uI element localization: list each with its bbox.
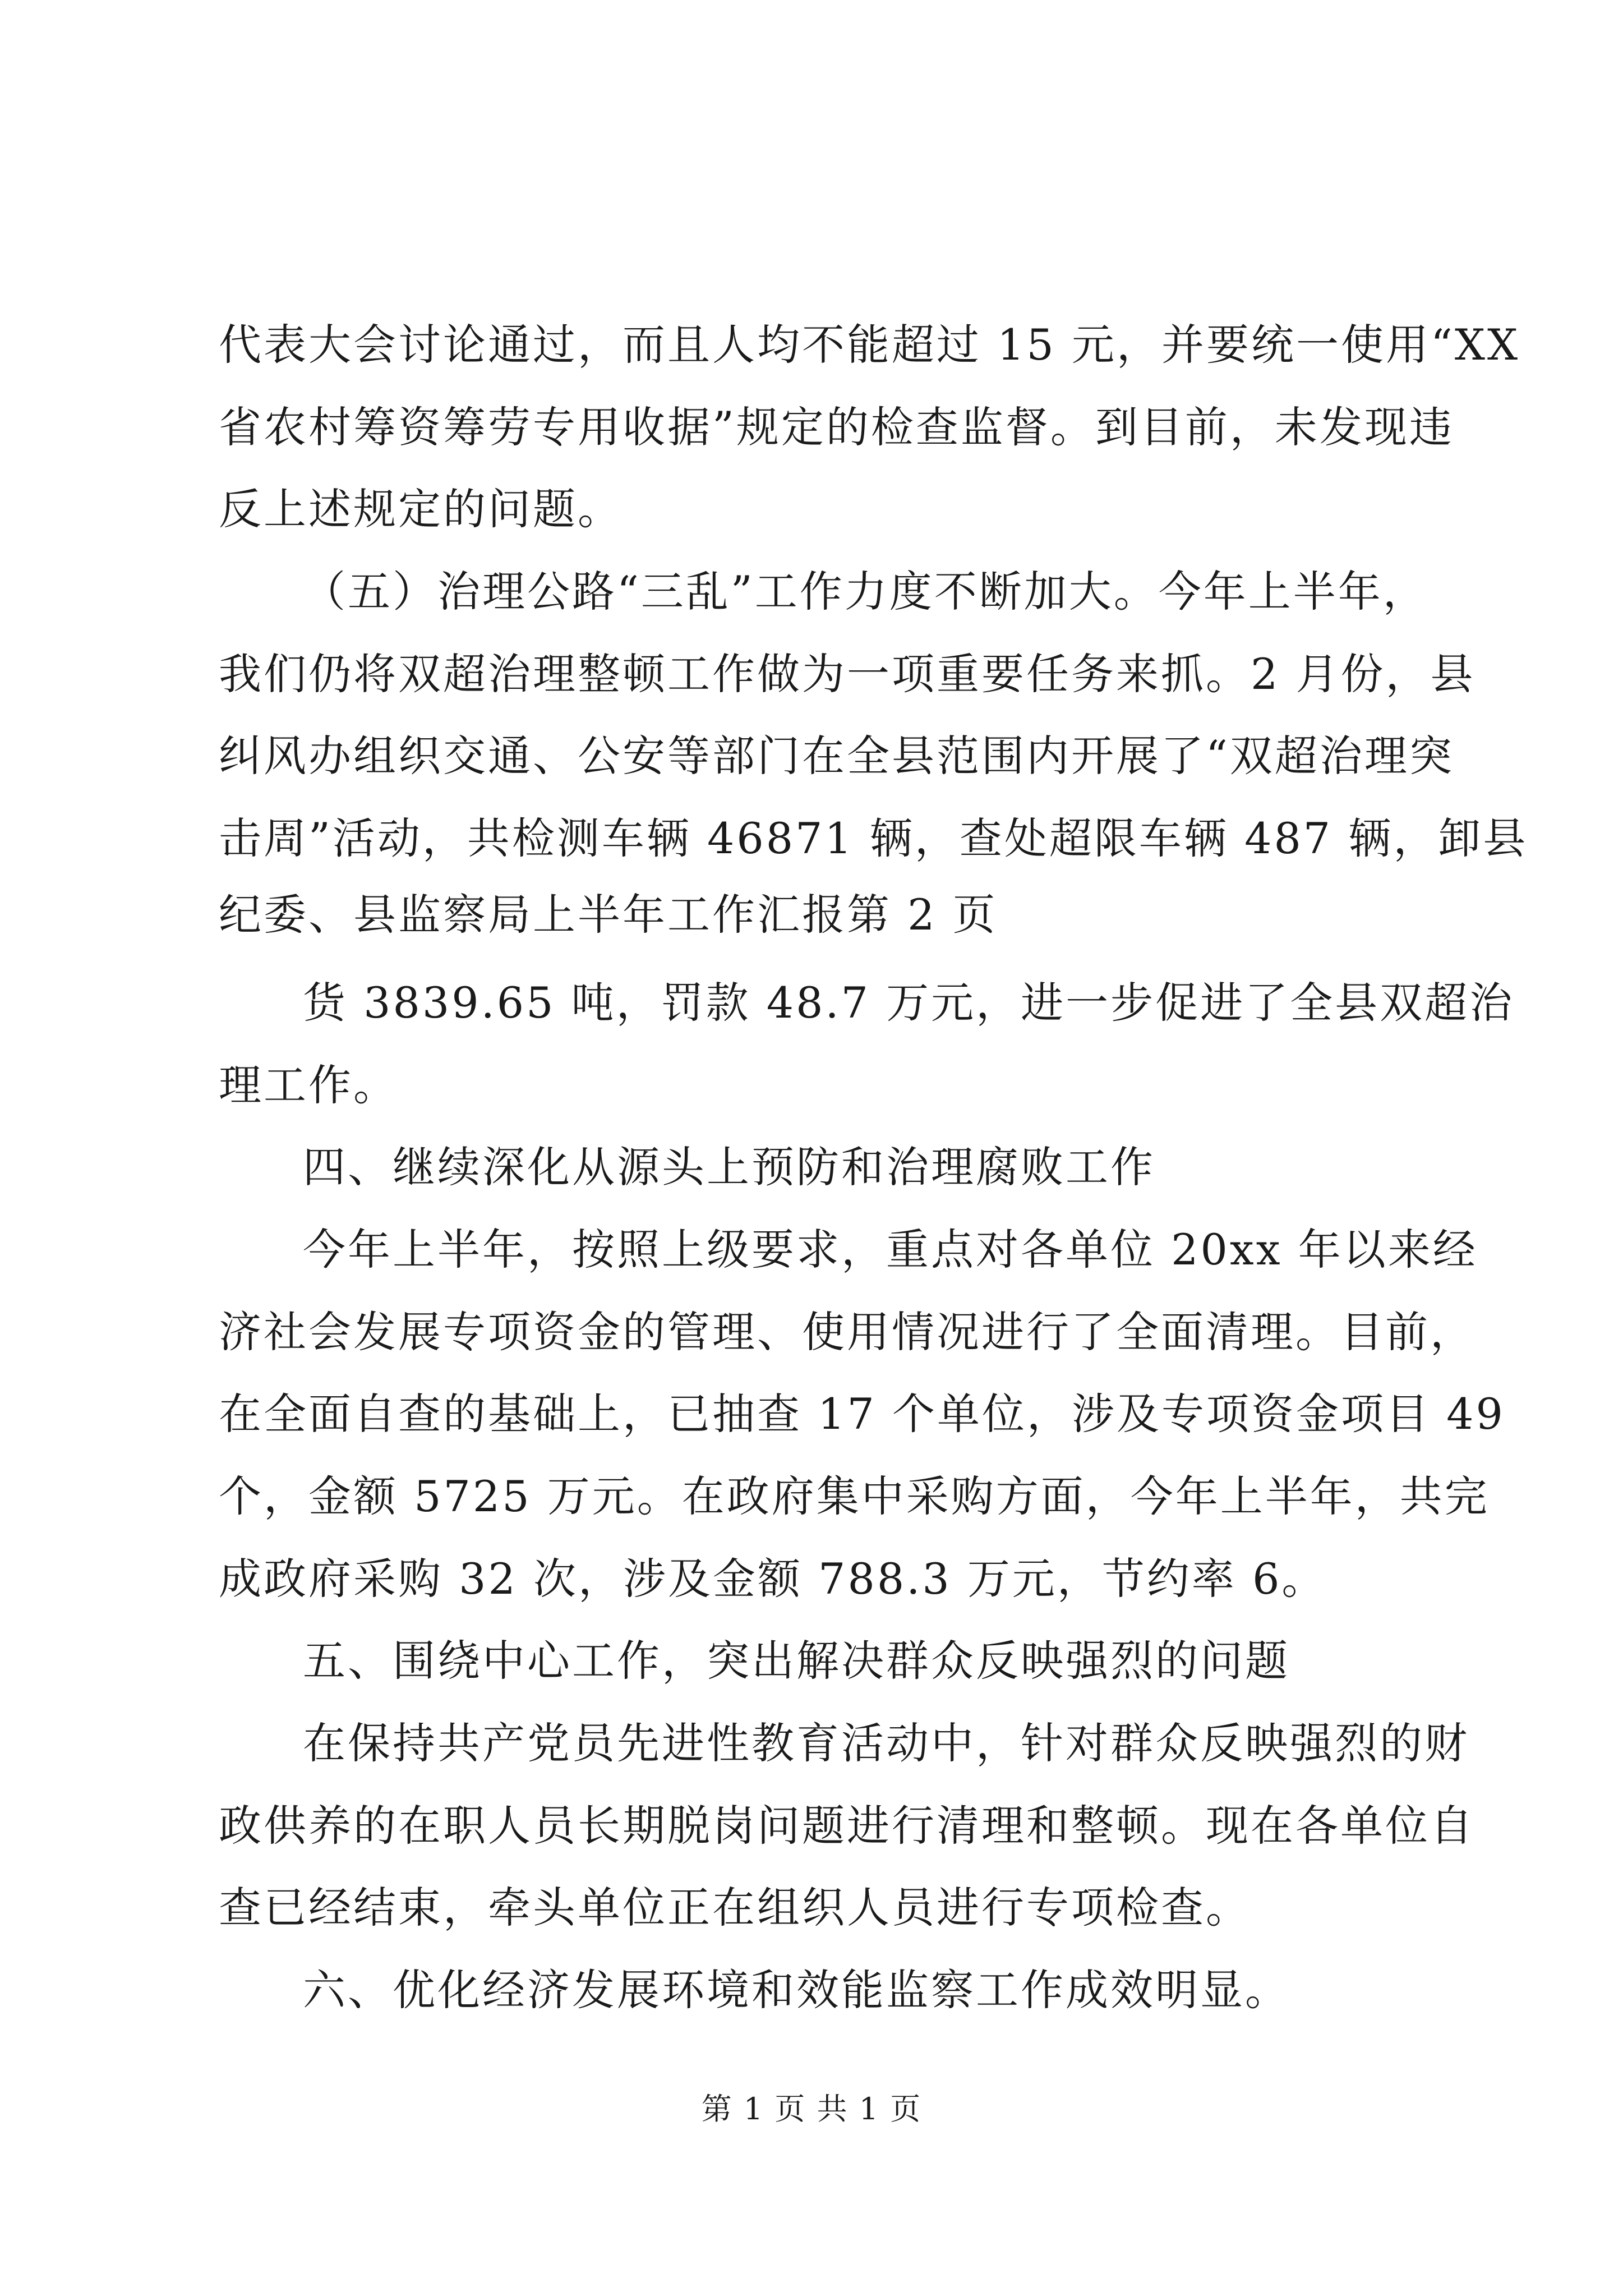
text-line: 成政府采购 32 次，涉及金额 788.3 万元，节约率 6。 <box>219 1554 1327 1604</box>
section-heading: 四、继续深化从源头上预防和治理腐败工作 <box>303 1142 1155 1192</box>
text-line: 在全面自查的基础上，已抽查 17 个单位，涉及专项资金项目 49 <box>219 1389 1505 1439</box>
text-line: 理工作。 <box>219 1060 398 1110</box>
text-line: 代表大会讨论通过，而且人均不能超过 15 元，并要统一使用“XX <box>219 320 1520 370</box>
text-line: 纠风办组织交通、公安等部门在全县范围内开展了“双超治理突 <box>219 731 1454 781</box>
text-line: 查已经结束，牵头单位正在组织人员进行专项检查。 <box>219 1883 1251 1932</box>
text-line: 省农村筹资筹劳专用收据”规定的检查监督。到目前，未发现违 <box>219 402 1454 452</box>
text-line: 在保持共产党员先进性教育活动中，针对群众反映强烈的财 <box>303 1718 1469 1768</box>
text-line: 济社会发展专项资金的管理、使用情况进行了全面清理。目前， <box>219 1307 1475 1357</box>
text-line: 反上述规定的问题。 <box>219 484 623 534</box>
text-line: 个，金额 5725 万元。在政府集中采购方面，今年上半年，共完 <box>219 1471 1490 1521</box>
text-line: 纪委、县监察局上半年工作汇报第 2 页 <box>219 890 998 940</box>
text-line: 货 3839.65 吨，罚款 48.7 万元，进一步促进了全县双超治 <box>303 978 1515 1028</box>
section-heading: 六、优化经济发展环境和效能监察工作成效明显。 <box>303 1965 1290 2015</box>
text-line: （五）治理公路“三乱”工作力度不断加大。今年上半年， <box>303 567 1428 616</box>
section-heading: 五、围绕中心工作，突出解决群众反映强烈的问题 <box>303 1636 1290 1686</box>
page-footer: 第 1 页 共 1 页 <box>701 2091 922 2127</box>
text-line: 今年上半年，按照上级要求，重点对各单位 20xx 年以来经 <box>303 1225 1478 1274</box>
text-line: 政供养的在职人员长期脱岗问题进行清理和整顿。现在各单位自 <box>219 1801 1475 1851</box>
text-line: 我们仍将双超治理整顿工作做为一项重要任务来抓。2 月份，县 <box>219 649 1476 699</box>
text-line: 击周”活动，共检测车辆 46871 辆，查处超限车辆 487 辆，卸县 <box>219 813 1528 863</box>
